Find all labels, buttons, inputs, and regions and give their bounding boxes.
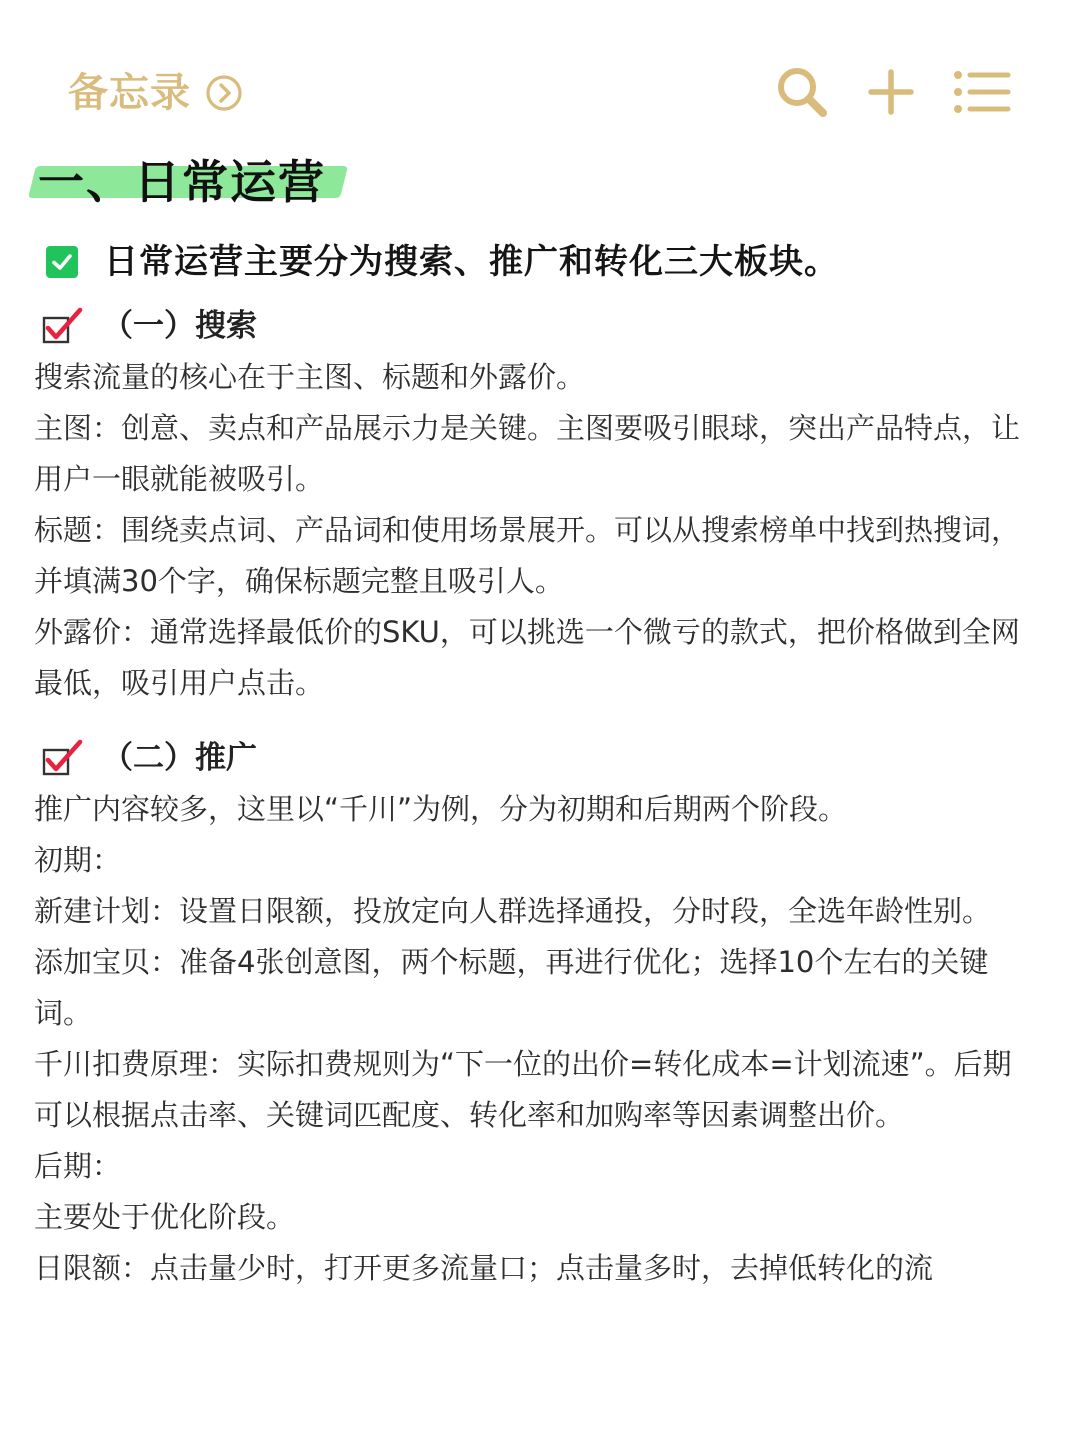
paragraph: 推广内容较多，这里以“千川”为例，分为初期和后期两个阶段。	[34, 792, 848, 826]
plus-icon	[866, 64, 916, 120]
section-heading-text: 一、日常运营	[38, 155, 326, 209]
checkbox-checked-icon[interactable]	[46, 246, 78, 278]
paragraph: 新建计划：设置日限额，投放定向人群选择通投，分时段，全选年龄性别。	[34, 894, 992, 928]
promo-body	[34, 784, 1038, 1294]
paragraph: 日限额：点击量少时，打开更多流量口；点击量多时，去掉低转化的流	[34, 1251, 934, 1285]
subheading-search	[40, 304, 257, 348]
subheading-search-text: （一）搜索	[102, 308, 257, 344]
paragraph: 千川扣费原理：实际扣费规则为“下一位的出价=转化成本=计划流速”。后期可以根据点击率、关键词匹配度、转化率和加购率等因素调整出价。	[34, 1047, 1012, 1132]
notes-back-link[interactable]	[68, 68, 243, 118]
paragraph: 初期：	[34, 843, 122, 877]
paragraph: 搜索流量的核心在于主图、标题和外露价。	[34, 360, 586, 394]
app-title: 备忘录	[68, 70, 191, 116]
paragraph: 添加宝贝：准备4张创意图，两个标题，再进行优化；选择10个左右的关键词。	[34, 945, 989, 1030]
subheading-promo-text: （二）推广	[102, 740, 257, 776]
search-icon	[774, 64, 830, 120]
paragraph: 主要处于优化阶段。	[34, 1200, 296, 1234]
top-bar	[0, 60, 1080, 126]
add-note-button[interactable]	[866, 64, 916, 120]
paragraph: 标题：围绕卖点词、产品词和使用场景展开。可以从搜索榜单中找到热搜词，并填满30个字，确保标题完整且吸引人。	[34, 513, 1021, 598]
subheading-promo	[40, 736, 257, 780]
list-menu-button[interactable]	[950, 64, 1014, 120]
search-button[interactable]	[774, 64, 830, 120]
intro-text: 日常运营主要分为搜索、推广和转化三大板块。	[104, 242, 839, 282]
paragraph: 外露价：通常选择最低价的SKU，可以挑选一个微亏的款式，把价格做到全网最低，吸引用户点击。	[34, 615, 1020, 700]
red-check-icon	[40, 738, 84, 778]
paragraph: 主图：创意、卖点和产品展示力是关键。主图要吸引眼球，突出产品特点，让用户一眼就能被吸引。	[34, 411, 1021, 496]
red-check-icon	[40, 306, 84, 346]
list-icon	[950, 64, 1014, 120]
search-body	[34, 352, 1038, 709]
chevron-right-circle-icon	[205, 74, 243, 112]
section-heading	[28, 140, 348, 210]
intro-line	[46, 234, 839, 290]
paragraph: 后期：	[34, 1149, 122, 1183]
